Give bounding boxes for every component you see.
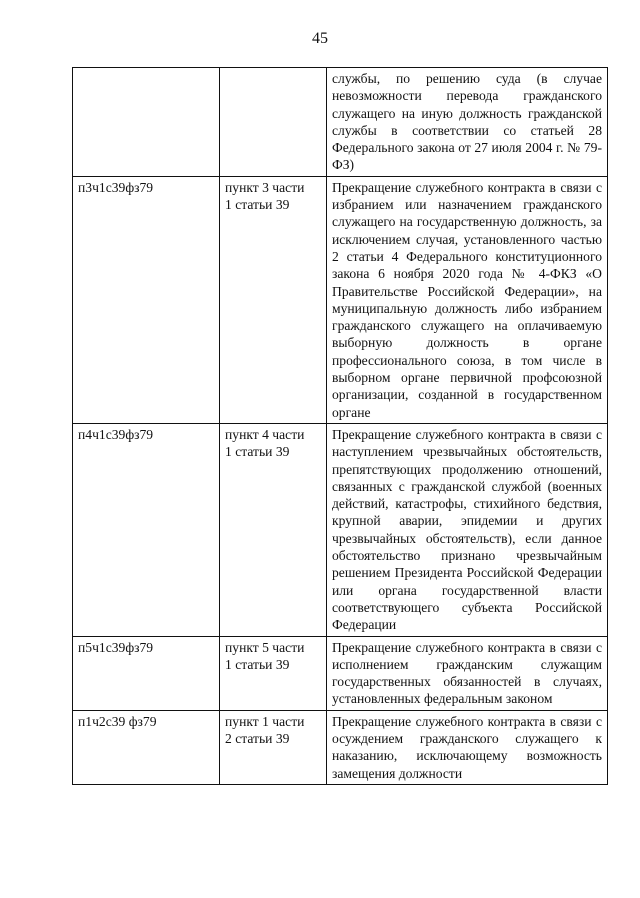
article-cell bbox=[220, 176, 327, 423]
article-line: пункт 5 части bbox=[225, 639, 305, 655]
table-row bbox=[73, 68, 608, 177]
description-cell: Прекращение служебного контракта в связи с осуждением гражданского служащего к наказанию, исключающему возможность замещения должности bbox=[327, 710, 608, 784]
article-line: 1 статьи 39 bbox=[225, 656, 290, 672]
document-table bbox=[72, 67, 608, 785]
article-cell bbox=[220, 710, 327, 784]
description-cell: Прекращение служебного контракта в связи с избранием или назначением гражданского служащего на государственную должность, за исключением случая, установленного частью 2 статьи 4 Федерального конституционного закона 6 ноября 2020 года № 4-ФКЗ «О Правительстве Российской Федерации», на муниципальную должность либо избранием гражданского служащего на оплачиваемую выборную должность в органе профессионального союза, в том числе в выборном органе первичной профсоюзной организации, созданной в государственном органе bbox=[327, 176, 608, 423]
article-line: 1 статьи 39 bbox=[225, 444, 290, 460]
code-cell: п4ч1с39фз79 bbox=[73, 423, 220, 636]
table-row bbox=[73, 636, 608, 710]
article-line: пункт 4 части bbox=[225, 426, 305, 442]
article-cell bbox=[220, 423, 327, 636]
description-cell: Прекращение служебного контракта в связи с исполнением гражданским служащим государственных обязанностей в случаях, установленных федеральным законом bbox=[327, 636, 608, 710]
article-cell bbox=[220, 68, 327, 177]
article-line: 1 статьи 39 bbox=[225, 197, 290, 213]
article-cell bbox=[220, 636, 327, 710]
table-row bbox=[73, 710, 608, 784]
table-row bbox=[73, 423, 608, 636]
article-line: 2 статьи 39 bbox=[225, 730, 290, 746]
code-cell: п5ч1с39фз79 bbox=[73, 636, 220, 710]
code-cell bbox=[73, 68, 220, 177]
article-line: пункт 3 части bbox=[225, 179, 305, 195]
code-cell: п1ч2с39 фз79 bbox=[73, 710, 220, 784]
description-cell: службы, по решению суда (в случае невозможности перевода гражданского служащего на иную должность гражданской службы в соответствии со статьей 28 Федерального закона от 27 июля 2004 г. № 79-ФЗ) bbox=[327, 68, 608, 177]
table-row bbox=[73, 176, 608, 423]
description-cell: Прекращение служебного контракта в связи с наступлением чрезвычайных обстоятельств, препятствующих продолжению отношений, связанных с гражданской службой (военных действий, катастрофы, стихийного бедствия, крупной аварии, эпидемии и других чрезвычайных обстоятельств), если данное обстоятельство признано чрезвычайным решением Президента Российской Федерации или органа государственной власти соответствующего субъекта Российской Федерации bbox=[327, 423, 608, 636]
page-number: 45 bbox=[312, 30, 328, 47]
code-cell: п3ч1с39фз79 bbox=[73, 176, 220, 423]
article-line: пункт 1 части bbox=[225, 713, 305, 729]
